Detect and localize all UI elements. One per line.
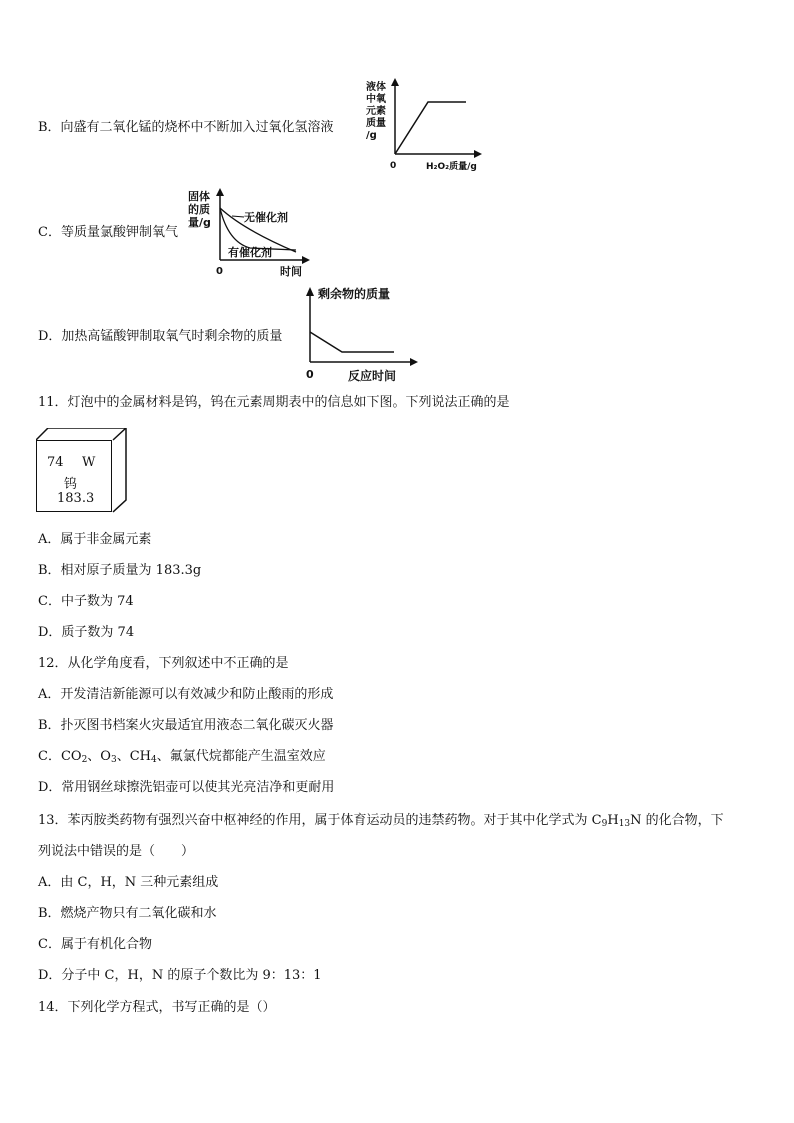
q11-option-b: B．相对原子质量为 183.3g bbox=[38, 563, 202, 578]
q11-option-c: C．中子数为 74 bbox=[38, 594, 134, 609]
graph-d-y-arrow bbox=[306, 287, 314, 296]
option-d-text: D．加热高锰酸钾制取氧气时剩余物的质量 bbox=[38, 329, 283, 344]
graph-c-xlabel: 时间 bbox=[280, 265, 302, 278]
graph-b-curve bbox=[395, 102, 466, 154]
q12-stem: 12．从化学角度看，下列叙述中不正确的是 bbox=[38, 656, 289, 671]
graph-b-ylabel-5: /g bbox=[366, 130, 377, 141]
graph-b bbox=[360, 76, 490, 176]
element-number: 74 bbox=[47, 455, 64, 470]
q13-option-d: D．分子中 C，H，N 的原子个数比为 9：13：1 bbox=[38, 968, 322, 983]
graph-c-ylabel-3: 量/g bbox=[188, 216, 211, 229]
q14-stem: 14．下列化学方程式，书写正确的是（） bbox=[38, 1000, 276, 1015]
graph-b-ylabel-1: 液体 bbox=[366, 82, 386, 93]
graph-b-x-arrow bbox=[474, 150, 482, 158]
q12-option-b: B．扑灭图书档案火灾最适宜用液态二氧化碳灭火器 bbox=[38, 718, 334, 733]
q13-option-b: B．燃烧产物只有二氧化碳和水 bbox=[38, 906, 217, 921]
q13-stem-line2: 列说法中错误的是（ ） bbox=[38, 844, 195, 859]
graph-d-curve bbox=[310, 332, 394, 352]
element-mass: 183.3 bbox=[57, 491, 95, 506]
q12-option-a: A．开发清洁新能源可以有效减少和防止酸雨的形成 bbox=[38, 687, 334, 702]
q11-option-a: A．属于非金属元素 bbox=[38, 532, 152, 547]
q13-option-a: A．由 C，H，N 三种元素组成 bbox=[38, 875, 219, 890]
graph-c-curve2-label: 有催化剂 bbox=[228, 246, 272, 259]
q12-option-d: D．常用钢丝球擦洗铝壶可以使其光亮洁净和更耐用 bbox=[38, 780, 335, 795]
option-c-text: C．等质量氯酸钾制氧气 bbox=[38, 225, 178, 240]
graph-b-xlabel: H₂O₂质量/g bbox=[426, 162, 477, 172]
graph-b-ylabel-3: 元素 bbox=[366, 106, 386, 117]
element-name: 钨 bbox=[64, 477, 78, 492]
q13-stem: 13．苯丙胺类药物有强烈兴奋中枢神经的作用，属于体育运动员的违禁药物。对于其中化学式为 $C_9H_{13}N$ 的化合物，下 bbox=[38, 813, 724, 829]
graph-c-ylabel-1: 固体 bbox=[188, 190, 210, 203]
graph-b-y-arrow bbox=[391, 78, 399, 86]
graph-d-ylabel: 剩余物的质量 bbox=[318, 287, 391, 301]
graph-c-ylabel-2: 的质 bbox=[188, 203, 210, 216]
graph-c bbox=[184, 184, 316, 280]
graph-b-ylabel-4: 质量 bbox=[366, 118, 386, 129]
graph-b-ylabel-2: 中氧 bbox=[366, 94, 386, 105]
element-tungsten-card bbox=[36, 428, 128, 514]
q11-option-d: D．质子数为 74 bbox=[38, 625, 135, 640]
graph-c-curve1-label: 无催化剂 bbox=[244, 211, 288, 224]
graph-d-xlabel: 反应时间 bbox=[348, 369, 397, 383]
q12-option-c: C．$CO_2$、$O_3$、$CH_4$、氟氯代烷都能产生温室效应 bbox=[38, 749, 326, 765]
option-b-text: B．向盛有二氧化锰的烧杯中不断加入过氧化氢溶液 bbox=[38, 120, 334, 135]
graph-b-origin: 0 bbox=[390, 161, 397, 171]
graph-c-x-arrow bbox=[302, 256, 310, 264]
q13-option-c: C．属于有机化合物 bbox=[38, 937, 152, 952]
graph-c-y-arrow bbox=[216, 188, 224, 196]
graph-c-pointer bbox=[232, 216, 244, 217]
element-symbol: W bbox=[82, 455, 96, 470]
graph-d bbox=[296, 282, 426, 384]
graph-c-origin: 0 bbox=[216, 266, 223, 277]
q11-stem: 11．灯泡中的金属材料是钨，钨在元素周期表中的信息如下图。下列说法正确的是 bbox=[38, 395, 510, 410]
graph-d-x-arrow bbox=[410, 358, 418, 366]
graph-d-origin: 0 bbox=[306, 368, 314, 381]
